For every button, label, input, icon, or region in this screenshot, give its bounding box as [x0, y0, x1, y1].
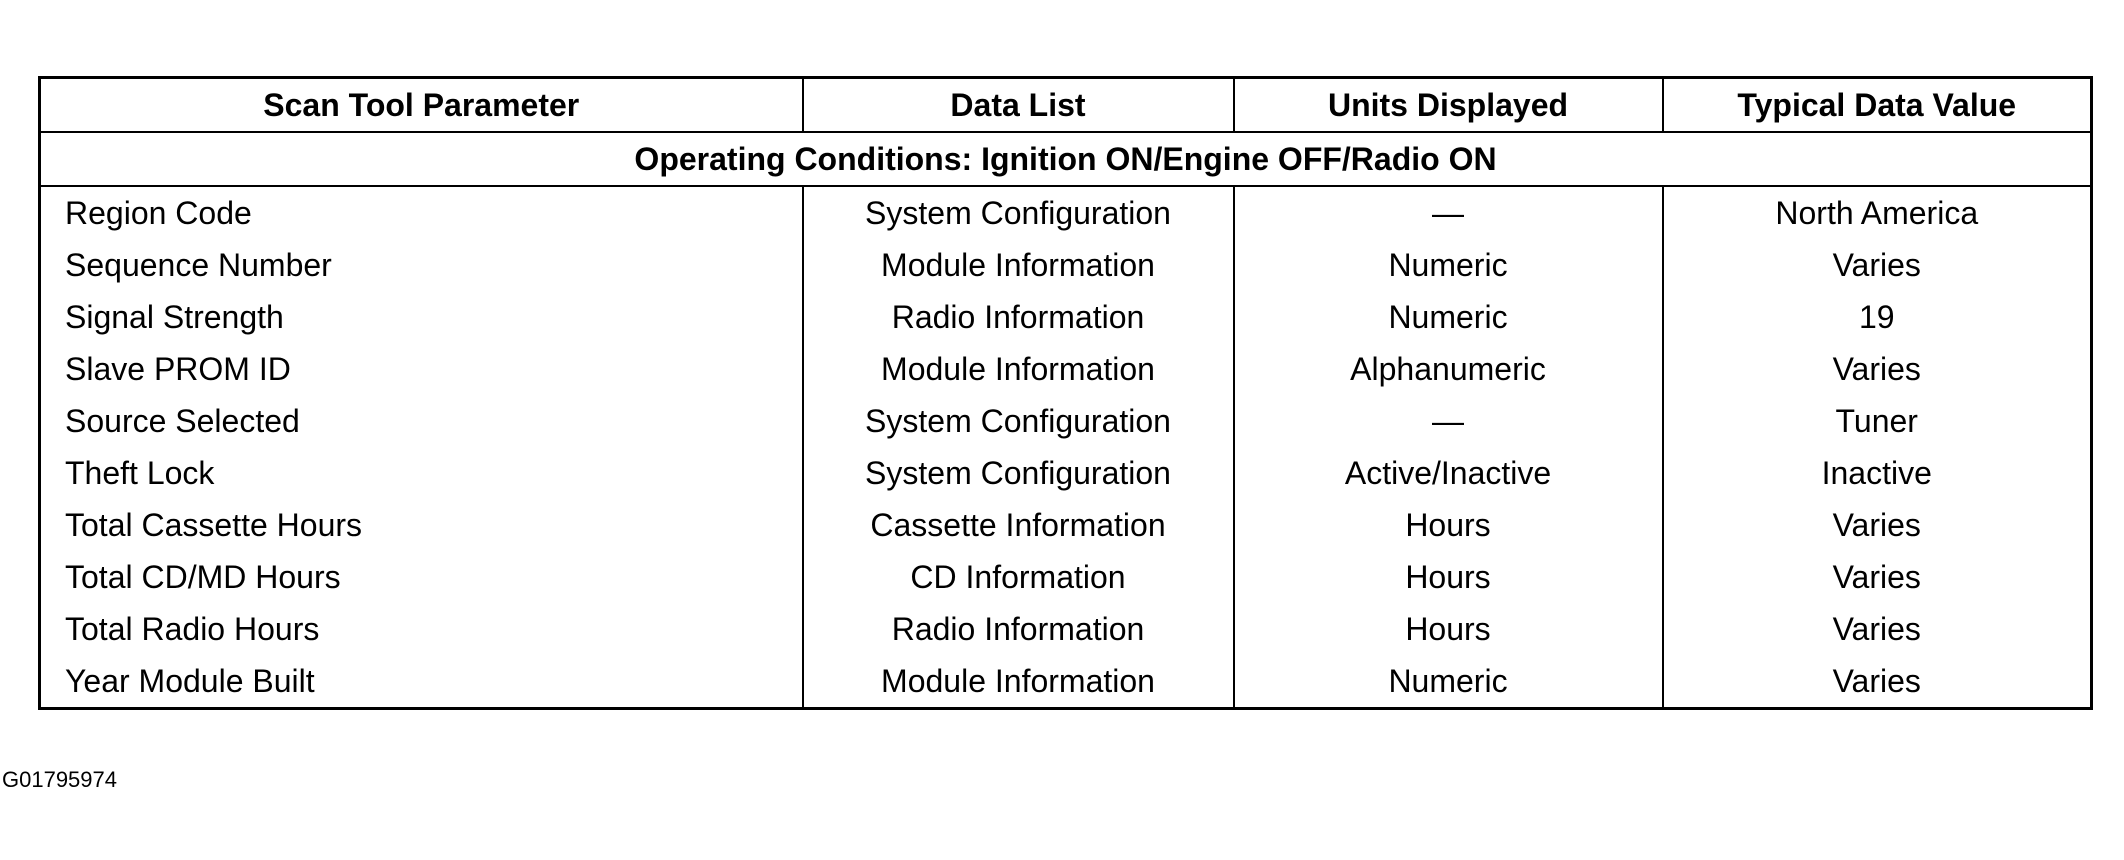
header-typical-data-value: Typical Data Value — [1663, 78, 2092, 133]
parameter-cell: Total CD/MD Hours — [40, 551, 803, 603]
header-scan-tool-parameter: Scan Tool Parameter — [40, 78, 803, 133]
units-cell: Hours — [1234, 499, 1663, 551]
table-row — [40, 499, 2092, 551]
units-cell: Numeric — [1234, 239, 1663, 291]
parameter-cell: Region Code — [40, 186, 803, 239]
header-data-list: Data List — [803, 78, 1234, 133]
data-list-cell: System Configuration — [803, 186, 1234, 239]
units-cell: — — [1234, 186, 1663, 239]
data-list-cell: CD Information — [803, 551, 1234, 603]
data-list-cell: System Configuration — [803, 447, 1234, 499]
typical-value-cell: Inactive — [1663, 447, 2092, 499]
units-cell: Active/Inactive — [1234, 447, 1663, 499]
units-cell: Numeric — [1234, 655, 1663, 709]
parameter-cell: Year Module Built — [40, 655, 803, 709]
header-units-displayed: Units Displayed — [1234, 78, 1663, 133]
header-row — [40, 78, 2092, 133]
parameter-cell: Source Selected — [40, 395, 803, 447]
table-row — [40, 603, 2092, 655]
table-row — [40, 291, 2092, 343]
parameter-cell: Signal Strength — [40, 291, 803, 343]
units-cell: Alphanumeric — [1234, 343, 1663, 395]
data-list-cell: Radio Information — [803, 291, 1234, 343]
data-list-cell: Module Information — [803, 343, 1234, 395]
parameter-cell: Theft Lock — [40, 447, 803, 499]
units-cell: Hours — [1234, 551, 1663, 603]
typical-value-cell: Varies — [1663, 239, 2092, 291]
units-cell: Hours — [1234, 603, 1663, 655]
figure-id: G01795974 — [2, 767, 117, 792]
table-row — [40, 343, 2092, 395]
data-list-cell: Module Information — [803, 239, 1234, 291]
data-list-cell: Module Information — [803, 655, 1234, 709]
parameter-cell: Slave PROM ID — [40, 343, 803, 395]
table-row — [40, 447, 2092, 499]
table-row — [40, 655, 2092, 709]
data-list-cell: Radio Information — [803, 603, 1234, 655]
typical-value-cell: Varies — [1663, 551, 2092, 603]
typical-value-cell: Varies — [1663, 343, 2092, 395]
typical-value-cell: Varies — [1663, 655, 2092, 709]
operating-conditions-title: Operating Conditions: Ignition ON/Engine OFF/Radio ON — [40, 132, 2092, 186]
parameter-cell: Total Radio Hours — [40, 603, 803, 655]
table-row — [40, 239, 2092, 291]
typical-value-cell: 19 — [1663, 291, 2092, 343]
typical-value-cell: Varies — [1663, 499, 2092, 551]
typical-value-cell: Varies — [1663, 603, 2092, 655]
units-cell: Numeric — [1234, 291, 1663, 343]
typical-value-cell: North America — [1663, 186, 2092, 239]
table-row — [40, 395, 2092, 447]
section-row — [40, 132, 2092, 186]
data-list-cell: Cassette Information — [803, 499, 1234, 551]
table-row — [40, 551, 2092, 603]
parameter-cell: Sequence Number — [40, 239, 803, 291]
data-list-cell: System Configuration — [803, 395, 1234, 447]
parameter-cell: Total Cassette Hours — [40, 499, 803, 551]
scan-tool-data-table — [38, 76, 2093, 710]
units-cell: — — [1234, 395, 1663, 447]
table-row — [40, 186, 2092, 239]
typical-value-cell: Tuner — [1663, 395, 2092, 447]
